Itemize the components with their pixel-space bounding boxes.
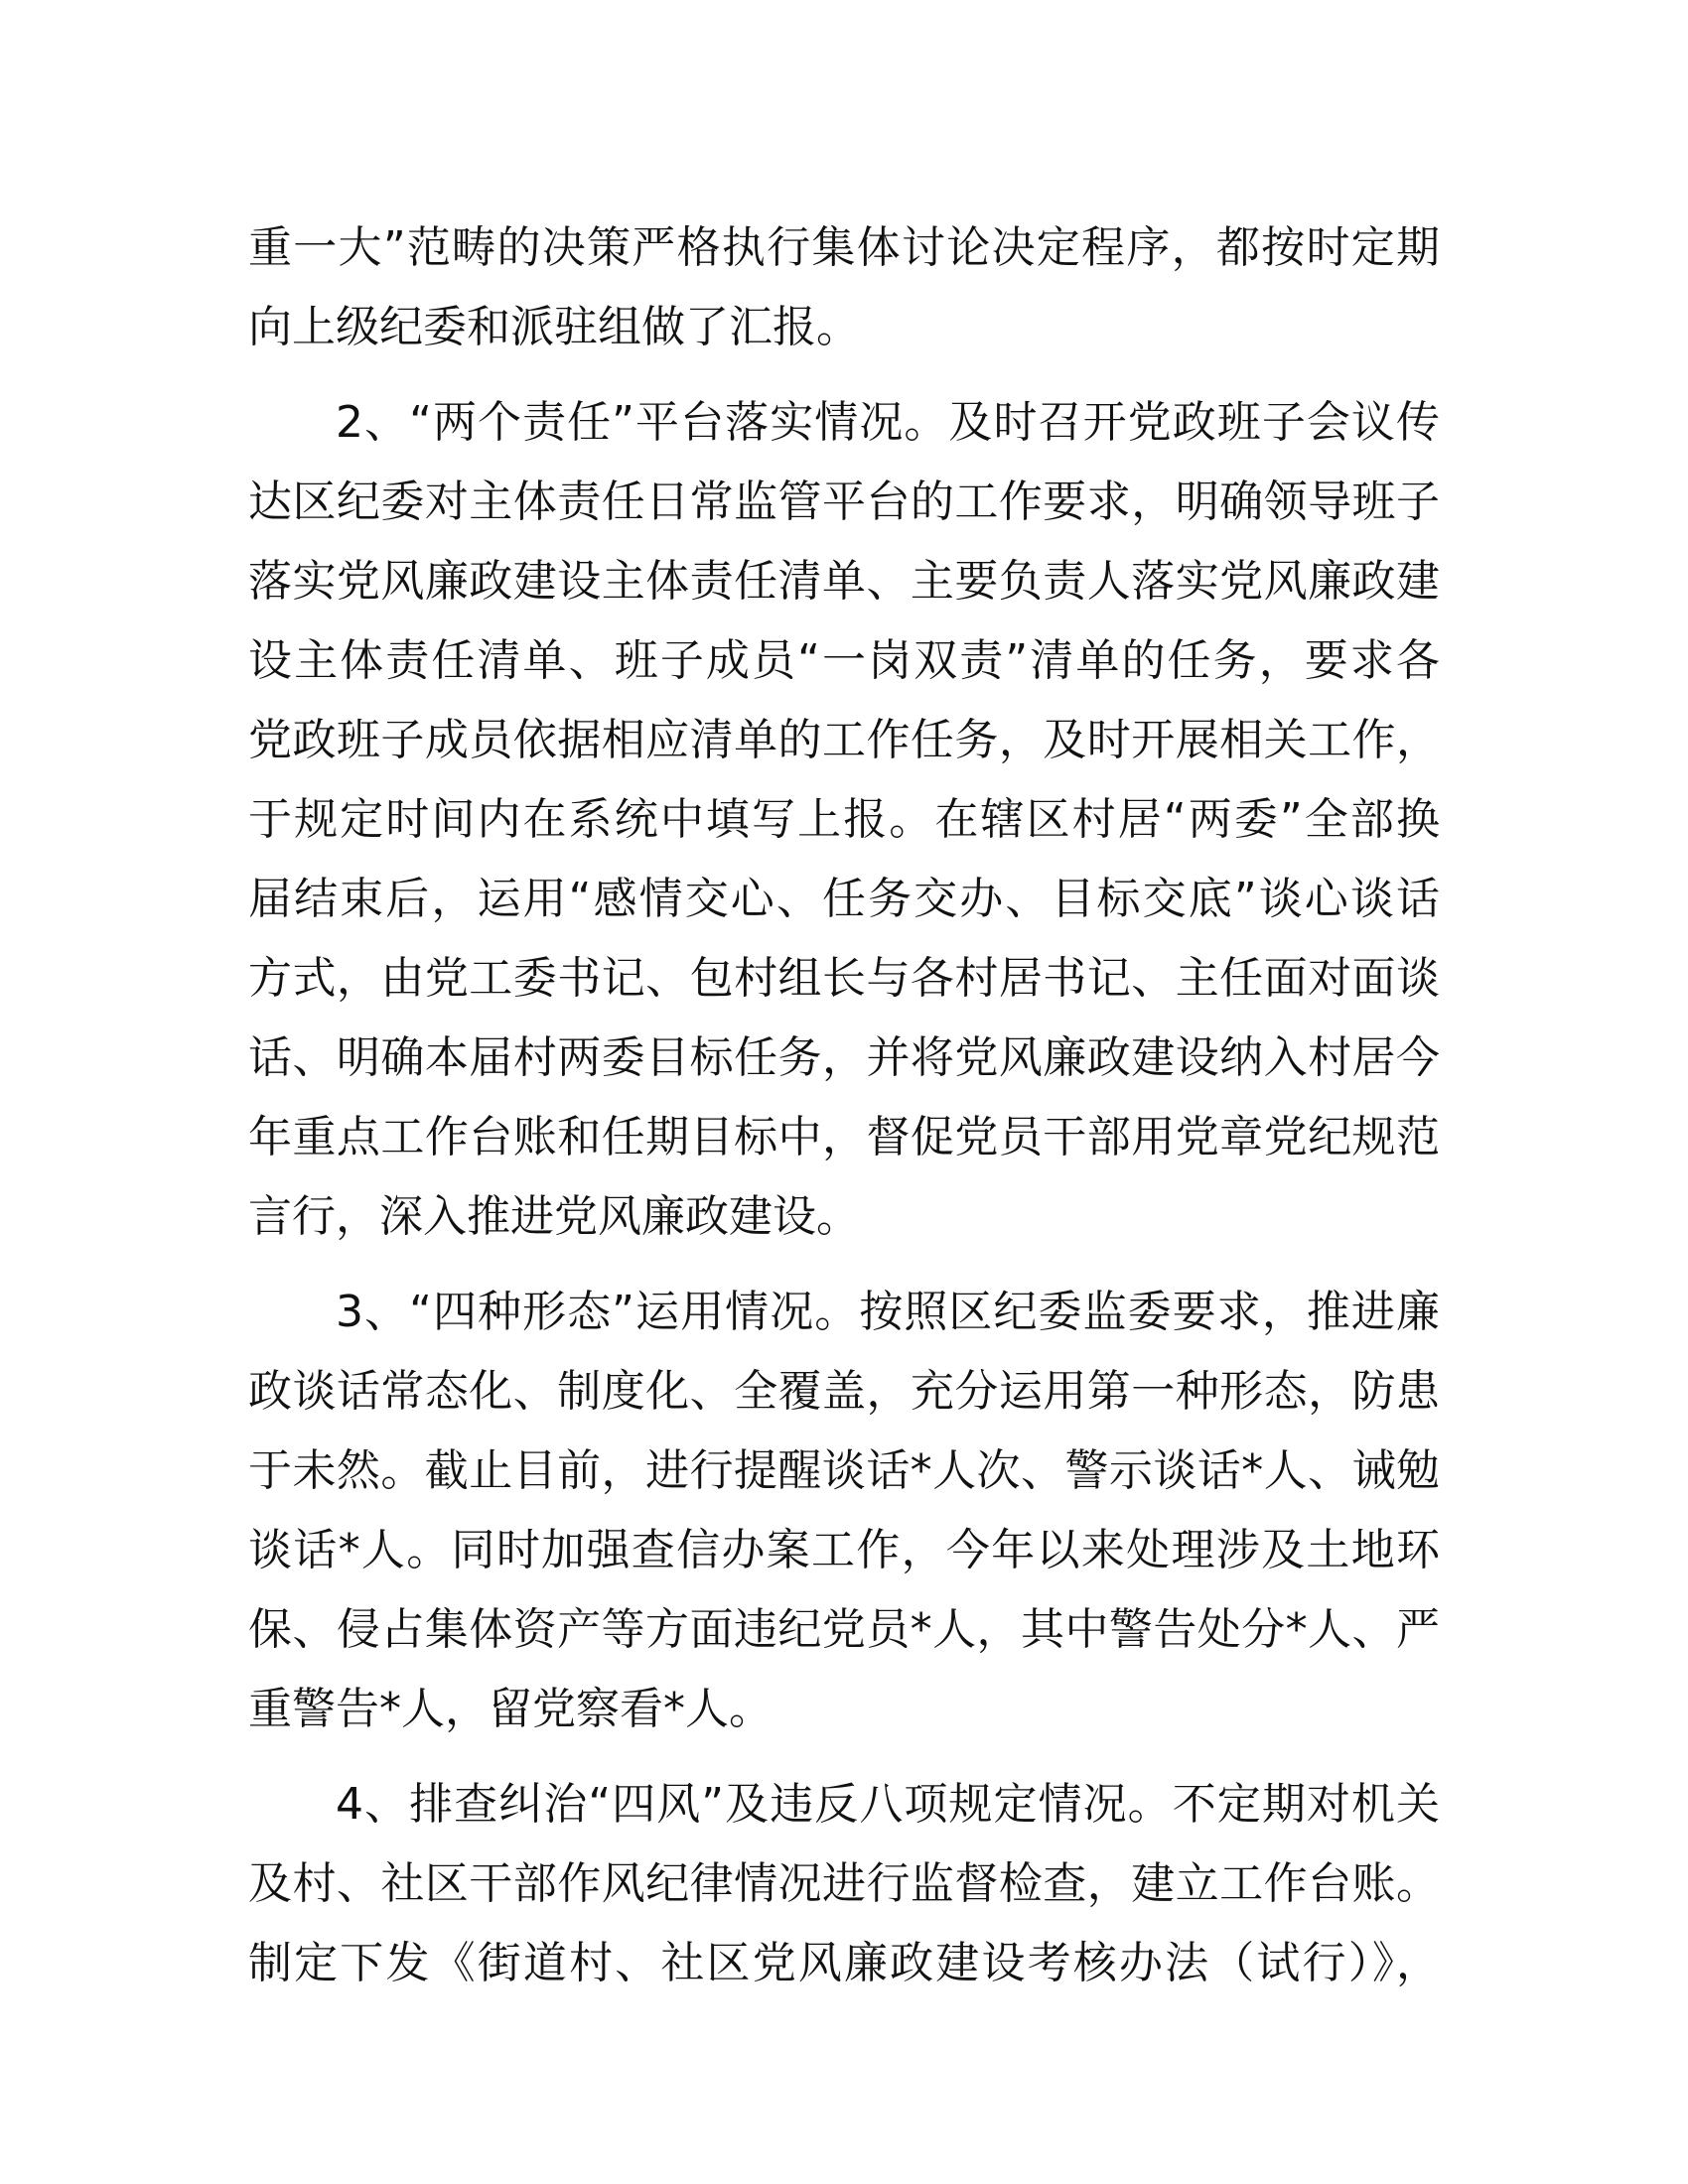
text-line: 方式，由党工委书记、包村组长与各村居书记、主任面对面谈 xyxy=(248,953,1440,1004)
text-line: 落实党风廉政建设主体责任清单、主要负责人落实党风廉政建 xyxy=(248,556,1440,607)
text-line: 2、“两个责任”平台落实情况。及时召开党政班子会议传 xyxy=(336,397,1440,448)
text-line: 党政班子成员依据相应清单的工作任务，及时开展相关工作， xyxy=(248,715,1440,765)
text-line: 谈话*人。同时加强查信办案工作，今年以来处理涉及土地环 xyxy=(248,1525,1440,1575)
text-line: 制定下发《街道村、社区党风廉政建设考核办法（试行）》， xyxy=(248,1938,1440,1988)
text-line: 向上级纪委和派驻组做了汇报。 xyxy=(248,302,860,352)
text-line: 年重点工作台账和任期目标中，督促党员干部用党章党纪规范 xyxy=(248,1112,1440,1162)
text-line: 达区纪委对主体责任日常监管平台的工作要求，明确领导班子 xyxy=(248,477,1440,527)
text-line: 重一大”范畴的决策严格执行集体讨论决定程序，都按时定期 xyxy=(248,222,1440,273)
text-line: 话、明确本届村两委目标任务，并将党风廉政建设纳入村居今 xyxy=(248,1032,1440,1083)
text-line: 政谈话常态化、制度化、全覆盖，充分运用第一种形态，防患 xyxy=(248,1366,1440,1417)
text-line: 言行，深入推进党风廉政建设。 xyxy=(248,1191,860,1242)
paragraph-2 xyxy=(248,383,1440,1257)
text-line: 设主体责任清单、班子成员“一岗双责”清单的任务，要求各 xyxy=(248,635,1440,686)
paragraph-1 xyxy=(248,208,1440,367)
text-line: 届结束后，运用“感情交心、任务交办、目标交底”谈心谈话 xyxy=(248,874,1440,924)
document-body xyxy=(248,208,1440,2019)
text-line: 及村、社区干部作风纪律情况进行监督检查，建立工作台账。 xyxy=(248,1858,1440,1909)
text-line: 保、侵占集体资产等方面违纪党员*人，其中警告处分*人、严 xyxy=(248,1604,1440,1655)
text-line: 4、排查纠治“四风”及违反八项规定情况。不定期对机关 xyxy=(336,1779,1440,1830)
text-line: 3、“四种形态”运用情况。按照区纪委监委要求，推进廉 xyxy=(336,1287,1440,1337)
paragraph-4 xyxy=(248,1765,1440,2003)
text-line: 重警告*人，留党察看*人。 xyxy=(248,1684,773,1734)
paragraph-3 xyxy=(248,1273,1440,1749)
text-line: 于未然。截止目前，进行提醒谈话*人次、警示谈话*人、诫勉 xyxy=(248,1445,1440,1496)
text-line: 于规定时间内在系统中填写上报。在辖区村居“两委”全部换 xyxy=(248,794,1440,845)
